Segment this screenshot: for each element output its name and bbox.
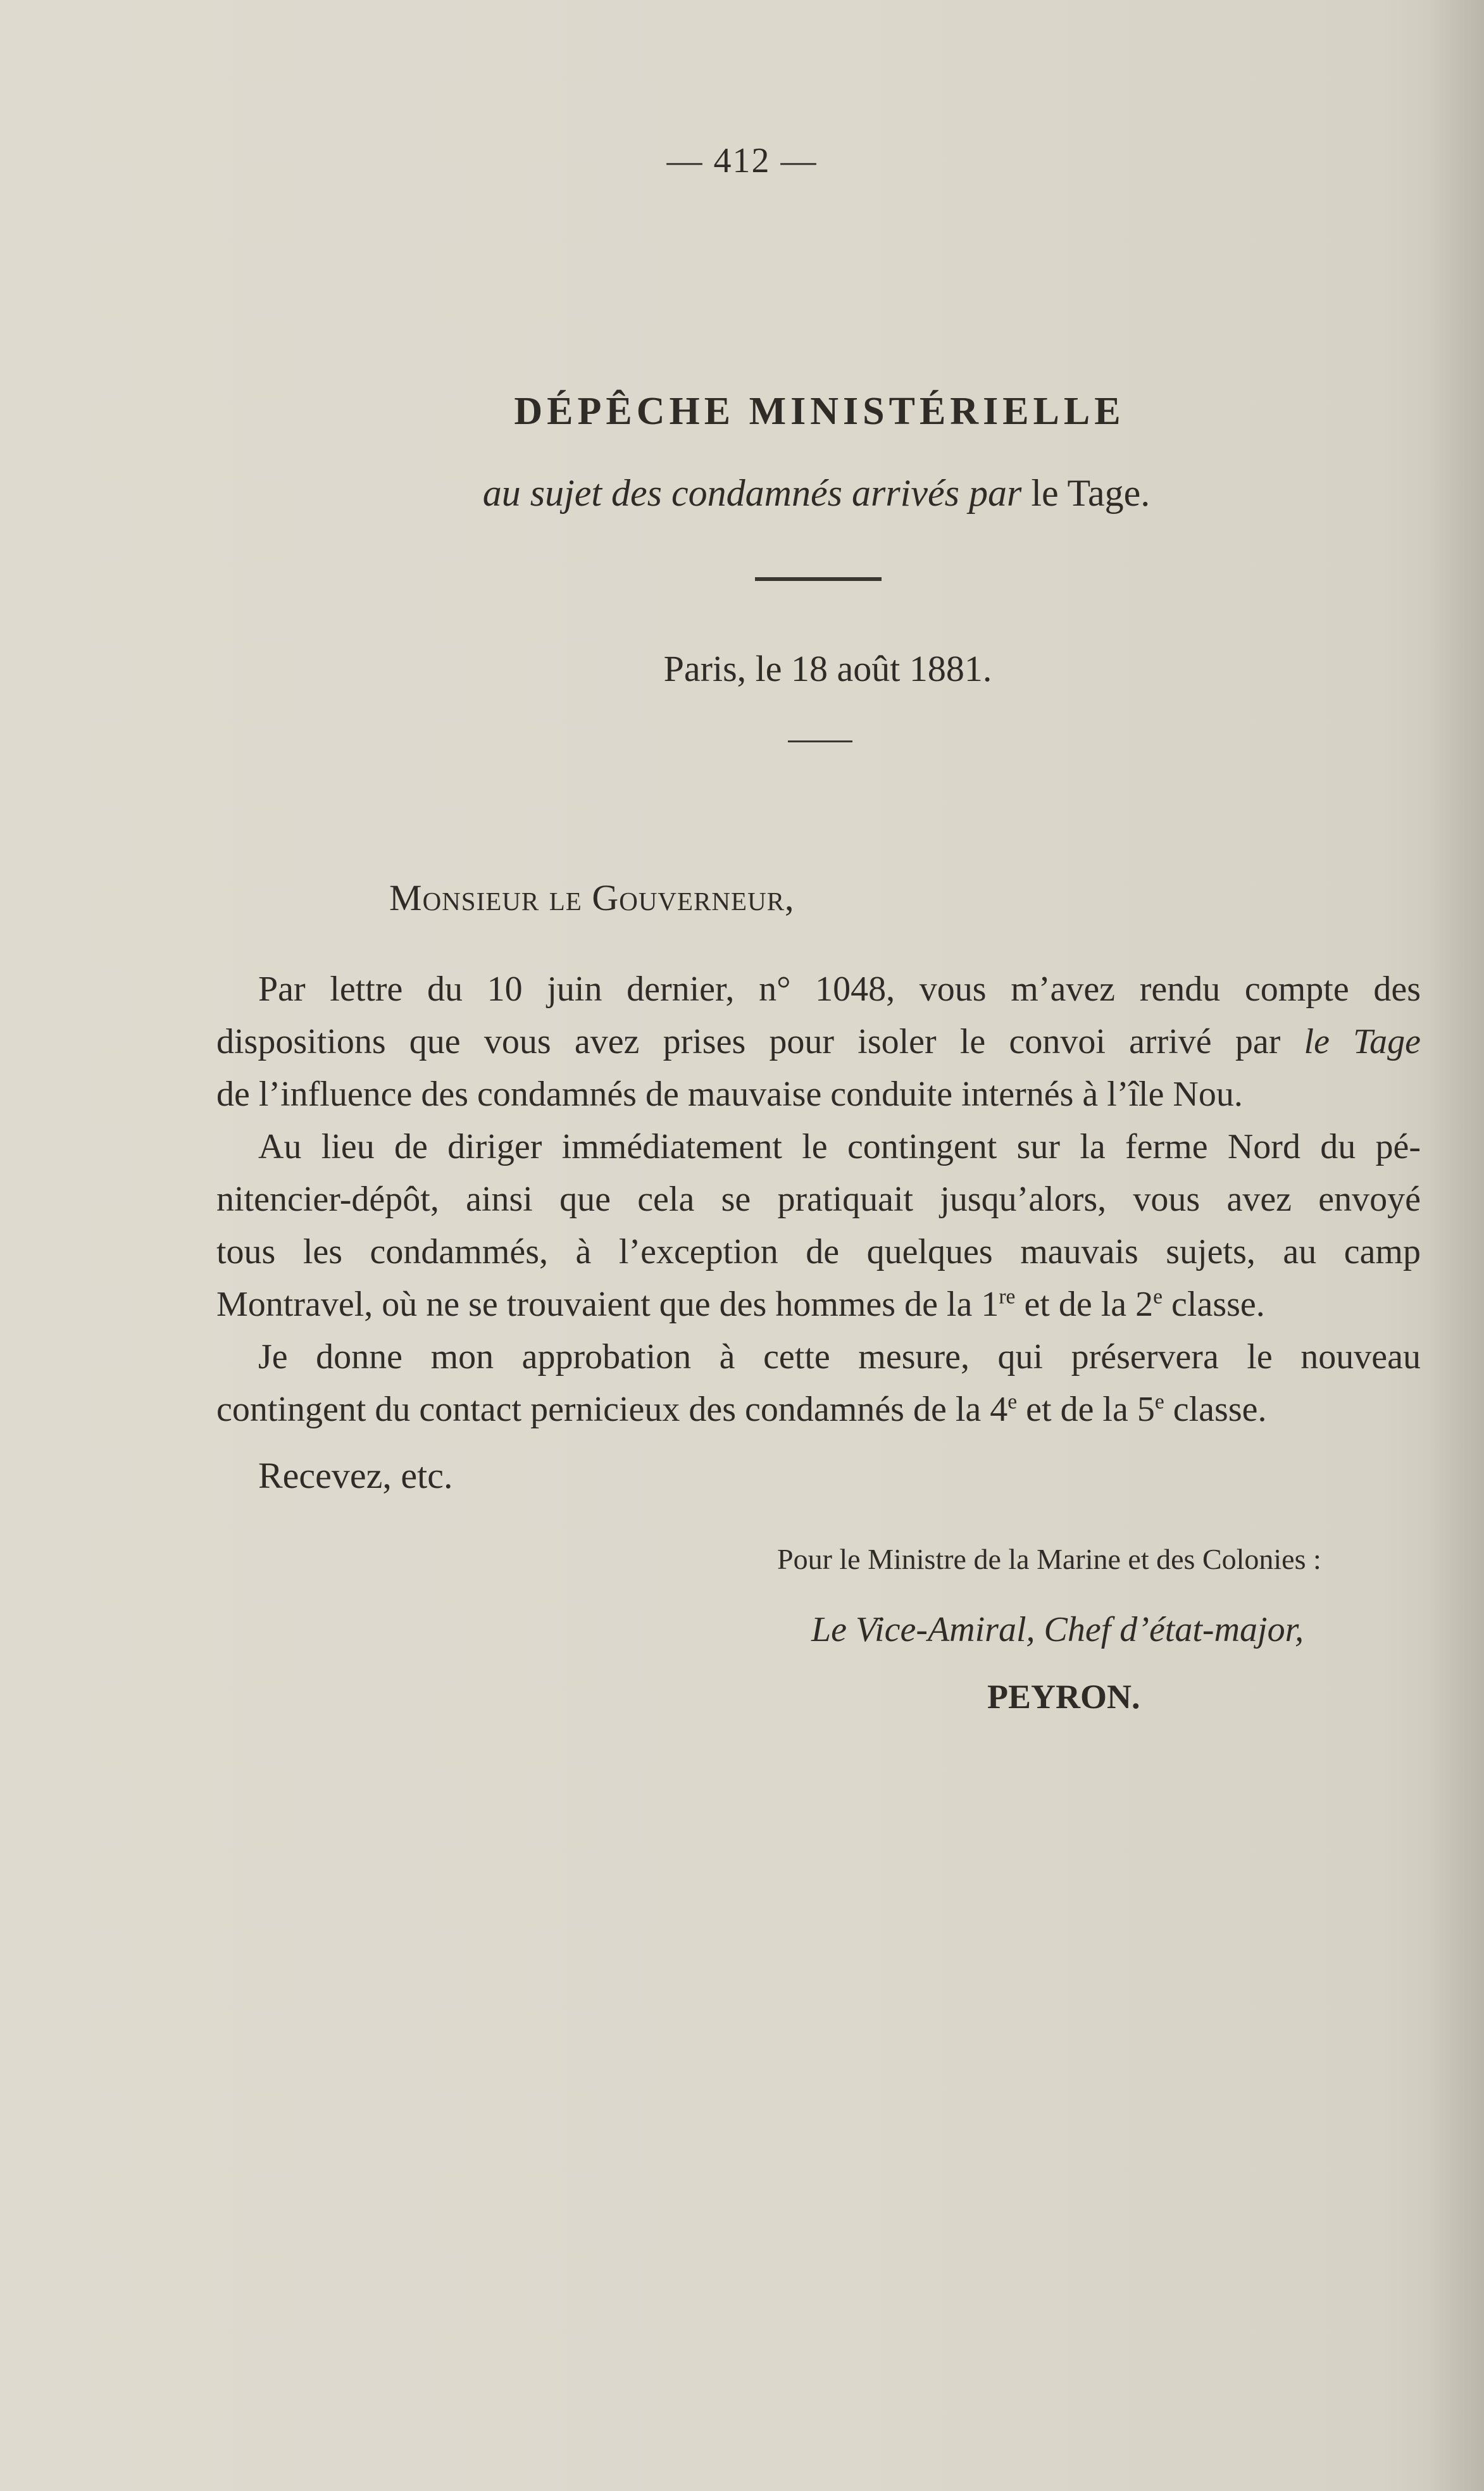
- body-text: dispositions que vous avez prises pour isoler le convoi arrivé par: [216, 1022, 1304, 1061]
- body-line: [216, 1282, 1421, 1328]
- body-line: [216, 1387, 1421, 1433]
- subtitle-roman: le Tage.: [1021, 472, 1150, 514]
- signature-authority: Pour le Ministre de la Marine et des Colonies :: [777, 1543, 1321, 1575]
- body-text: classe.: [1164, 1390, 1267, 1429]
- body-line: [216, 1020, 1421, 1065]
- title-divider: [755, 577, 882, 581]
- body-text: contingent du contact pernicieux des condamnés de la 4: [216, 1390, 1008, 1429]
- superscript: re: [999, 1285, 1016, 1309]
- superscript: e: [1007, 1390, 1018, 1414]
- document-title: DÉPÊCHE MINISTÉRIELLE: [514, 390, 1125, 433]
- body-line: tous les condammés, à l’exception de quelques mauvais sujets, au camp: [216, 1232, 1421, 1271]
- document-subtitle: [0, 471, 1484, 515]
- body-text: et de la 2: [1015, 1285, 1154, 1324]
- signature-name: PEYRON.: [987, 1678, 1140, 1716]
- body-text: Montravel, où ne se trouvaient que des hommes de la 1: [216, 1285, 999, 1324]
- signature-title: Le Vice-Amiral, Chef d’état-major,: [811, 1610, 1304, 1649]
- subtitle-italic: au sujet des condamnés arrivés par: [482, 472, 1022, 514]
- superscript: e: [1154, 1390, 1164, 1414]
- body-text: classe.: [1163, 1285, 1265, 1324]
- date-divider: [788, 740, 852, 742]
- body-line: nitencier-dépôt, ainsi que cela se pratiquait jusqu’alors, vous avez envoyé: [216, 1180, 1421, 1219]
- salutation: Monsieur le Gouverneur,: [389, 877, 795, 918]
- body-line: Je donne mon approbation à cette mesure, qui préservera le nouveau: [258, 1337, 1421, 1377]
- body-line: de l’influence des condamnés de mauvaise conduite internés à l’île Nou.: [216, 1075, 1243, 1114]
- ship-name: le Tage: [1304, 1022, 1421, 1061]
- body-line: Par lettre du 10 juin dernier, n° 1048, vous m’avez rendu compte des: [258, 970, 1421, 1009]
- superscript: e: [1153, 1285, 1163, 1309]
- page-edge-shadow: [1427, 0, 1484, 2491]
- place-date: Paris, le 18 août 1881.: [663, 648, 992, 689]
- page-number: — 412 —: [666, 141, 818, 180]
- body-text: et de la 5: [1017, 1390, 1155, 1429]
- closing-formula: Recevez, etc.: [258, 1455, 453, 1496]
- body-line: Au lieu de diriger immédiatement le contingent sur la ferme Nord du pé-: [258, 1127, 1421, 1166]
